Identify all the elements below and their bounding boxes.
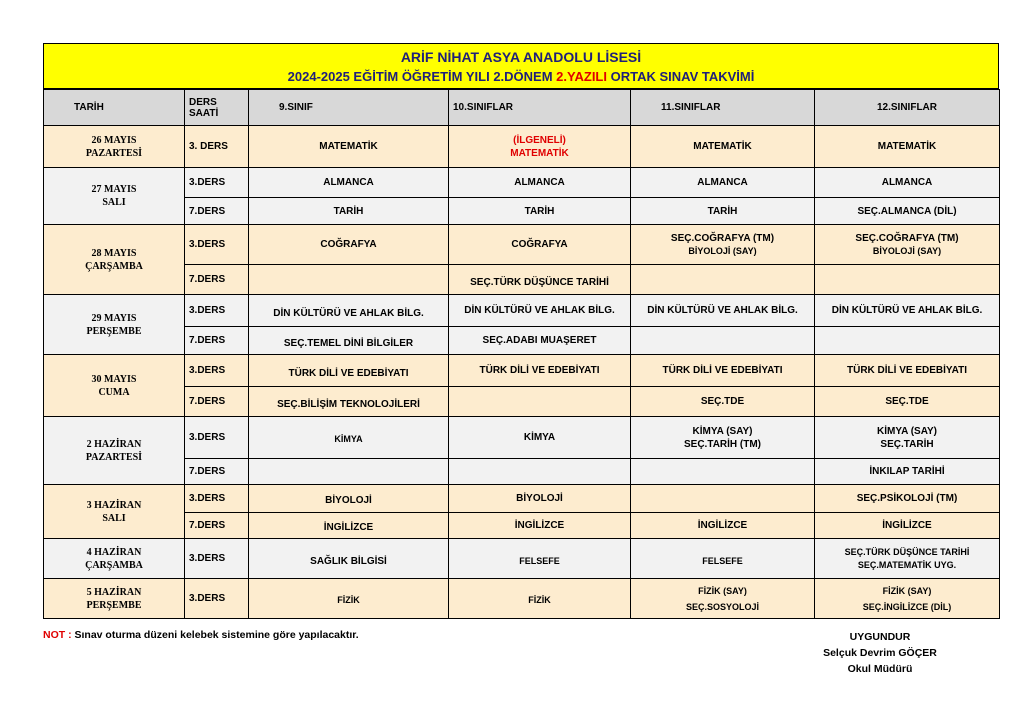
table-row [44, 168, 1000, 198]
class11-cell [631, 417, 815, 459]
class11-cell [631, 265, 815, 295]
class10-cell [449, 387, 631, 417]
class9-cell: FİZİK [249, 579, 449, 619]
slot-cell: 7.DERS [185, 387, 249, 417]
subtitle-highlight: 2.YAZILI [556, 69, 607, 84]
class11-cell [631, 327, 815, 355]
col-header-10: 10.SINIFLAR [449, 90, 631, 126]
signer-name: Selçuk Devrim GÖÇER [823, 647, 937, 659]
exam-line: MATEMATİK [510, 147, 569, 159]
table-row [44, 295, 1000, 327]
class11-cell: ALMANCA [631, 168, 815, 198]
day-line: SALI [102, 197, 126, 208]
day-line: ÇARŞAMBA [85, 260, 143, 272]
class12-cell: TÜRK DİLİ VE EDEBİYATI [815, 355, 1000, 387]
table-row [44, 579, 1000, 619]
footer [43, 629, 999, 689]
class11-cell: TÜRK DİLİ VE EDEBİYATI [631, 355, 815, 387]
slot-cell: 3.DERS [185, 225, 249, 265]
exam-line: SEÇ.TARİH (TM) [683, 438, 762, 450]
class12-cell: SEÇ.PSİKOLOJİ (TM) [815, 485, 1000, 513]
exam-line: BİYOLOJİ (SAY) [872, 245, 942, 256]
table-row [44, 355, 1000, 387]
exam-schedule-sheet [43, 43, 999, 619]
table-row [44, 539, 1000, 579]
class11-cell: TARİH [631, 198, 815, 225]
class10-cell: SEÇ.TÜRK DÜŞÜNCE TARİHİ [449, 265, 631, 295]
class9-cell: ALMANCA [249, 168, 449, 198]
exam-line: KİMYA (SAY) [876, 425, 937, 437]
slot-cell: 3.DERS [185, 485, 249, 513]
table-row [44, 198, 1000, 225]
date-line: 3 HAZİRAN [86, 499, 142, 511]
date-cell [44, 539, 185, 579]
class11-cell: FELSEFE [631, 539, 815, 579]
class9-cell: SEÇ.TEMEL DİNİ BİLGİLER [249, 327, 449, 355]
col-header-11: 11.SINIFLAR [631, 90, 815, 126]
col-header-12: 12.SINIFLAR [815, 90, 1000, 126]
slot-cell: 7.DERS [185, 459, 249, 485]
exam-line: SEÇ.İNGİLİZCE (DİL) [862, 601, 952, 612]
exam-line: SEÇ.TÜRK DÜŞÜNCE TARİHİ [844, 546, 970, 557]
class10-cell: İNGİLİZCE [449, 513, 631, 539]
school-name: ARİF NİHAT ASYA ANADOLU LİSESİ [400, 49, 642, 65]
class9-cell: BİYOLOJİ [249, 485, 449, 513]
table-row [44, 225, 1000, 265]
exam-line: SEÇ.COĞRAFYA (TM) [670, 232, 775, 244]
table-row [44, 387, 1000, 417]
date-line: 29 MAYIS [91, 312, 137, 324]
date-cell [44, 485, 185, 539]
slot-cell: 7.DERS [185, 513, 249, 539]
class12-cell [815, 265, 1000, 295]
col-header-ders-saati [185, 90, 249, 126]
class9-cell: KİMYA [249, 417, 449, 459]
exam-line: FİZİK (SAY) [882, 585, 932, 596]
date-line: 28 MAYIS [91, 247, 137, 259]
table-row [44, 513, 1000, 539]
class12-cell: SEÇ.ALMANCA (DİL) [815, 198, 1000, 225]
class11-cell: DİN KÜLTÜRÜ VE AHLAK BİLG. [631, 295, 815, 327]
class9-cell: İNGİLİZCE [249, 513, 449, 539]
day-line: PAZARTESİ [85, 147, 143, 159]
table-row [44, 459, 1000, 485]
date-cell [44, 417, 185, 485]
slot-cell: 7.DERS [185, 265, 249, 295]
date-line: 26 MAYIS [91, 134, 137, 146]
slot-cell: 3.DERS [185, 168, 249, 198]
class12-cell [815, 579, 1000, 619]
class10-cell: COĞRAFYA [449, 225, 631, 265]
class12-cell: SEÇ.TDE [815, 387, 1000, 417]
col-header-9: 9.SINIF [249, 90, 449, 126]
class9-cell: TARİH [249, 198, 449, 225]
signer-title: Okul Müdürü [847, 663, 913, 675]
class10-cell: SEÇ.ADABI MUAŞERET [449, 327, 631, 355]
class9-cell [249, 459, 449, 485]
exam-line: KİMYA (SAY) [692, 425, 753, 437]
class11-cell [631, 225, 815, 265]
date-line: 27 MAYIS [91, 184, 137, 195]
day-line: ÇARŞAMBA [85, 559, 143, 571]
date-cell [44, 168, 185, 225]
column-header-row [44, 90, 1000, 126]
note-label: NOT : [43, 629, 72, 641]
class12-cell [815, 327, 1000, 355]
class9-cell: SAĞLIK BİLGİSİ [249, 539, 449, 579]
col-header-tarih: TARİH [44, 90, 185, 126]
col-header-saati: SAATİ [189, 107, 219, 119]
schedule-table [43, 89, 1000, 619]
table-row [44, 327, 1000, 355]
exam-line: SEÇ.SOSYOLOJİ [685, 601, 760, 612]
exam-line: SEÇ.MATEMATİK UYG. [857, 559, 957, 570]
class10-cell: FELSEFE [449, 539, 631, 579]
class10-cell: DİN KÜLTÜRÜ VE AHLAK BİLG. [449, 295, 631, 327]
class11-cell [631, 579, 815, 619]
note-text: Sınav oturma düzeni kelebek sistemine göre yapılacaktır. [74, 629, 359, 641]
subtitle-part1: 2024-2025 EĞİTİM ÖĞRETİM YILI 2.DÖNEM [287, 69, 553, 84]
class10-cell: TARİH [449, 198, 631, 225]
class12-cell: İNGİLİZCE [815, 513, 1000, 539]
date-cell [44, 355, 185, 417]
table-row [44, 265, 1000, 295]
day-line: PERŞEMBE [86, 325, 142, 337]
class12-cell [815, 539, 1000, 579]
exam-line: (İLGENELİ) [513, 134, 566, 146]
date-cell [44, 579, 185, 619]
day-line: PERŞEMBE [86, 599, 142, 611]
class11-cell: MATEMATİK [631, 126, 815, 168]
col-header-ders: DERS [189, 96, 217, 108]
slot-cell: 3. DERS [185, 126, 249, 168]
class10-cell: KİMYA [449, 417, 631, 459]
class10-cell: TÜRK DİLİ VE EDEBİYATI [449, 355, 631, 387]
day-line: CUMA [98, 386, 130, 398]
day-line: PAZARTESİ [85, 451, 143, 463]
date-cell [44, 225, 185, 295]
slot-cell: 7.DERS [185, 198, 249, 225]
slot-cell: 3.DERS [185, 355, 249, 387]
class9-cell [249, 265, 449, 295]
approval-text: UYGUNDUR [849, 631, 911, 643]
subtitle-part2: ORTAK SINAV TAKVİMİ [610, 69, 755, 84]
class9-cell: MATEMATİK [249, 126, 449, 168]
exam-line: BİYOLOJİ (SAY) [688, 245, 757, 256]
class9-cell: COĞRAFYA [249, 225, 449, 265]
date-line: 5 HAZİRAN [86, 586, 142, 598]
class9-cell: SEÇ.BİLİŞİM TEKNOLOJİLERİ [249, 387, 449, 417]
schedule-subtitle [44, 67, 998, 87]
slot-cell: 3.DERS [185, 579, 249, 619]
class12-cell: ALMANCA [815, 168, 1000, 198]
exam-line: FİZİK (SAY) [698, 585, 747, 596]
slot-cell: 3.DERS [185, 295, 249, 327]
class10-cell [449, 126, 631, 168]
table-row [44, 126, 1000, 168]
date-line: 30 MAYIS [91, 373, 137, 385]
class9-cell: TÜRK DİLİ VE EDEBİYATI [249, 355, 449, 387]
date-line: 2 HAZİRAN [86, 438, 142, 450]
approval-block [815, 629, 945, 677]
class11-cell: İNGİLİZCE [631, 513, 815, 539]
schedule-header [43, 43, 999, 89]
exam-line: SEÇ.COĞRAFYA (TM) [855, 232, 959, 244]
table-row [44, 417, 1000, 459]
class12-cell [815, 225, 1000, 265]
table-row [44, 485, 1000, 513]
class11-cell [631, 459, 815, 485]
date-line: 4 HAZİRAN [86, 546, 142, 558]
class11-cell [631, 485, 815, 513]
class12-cell: DİN KÜLTÜRÜ VE AHLAK BİLG. [815, 295, 1000, 327]
exam-line: SEÇ.TARİH [880, 438, 934, 450]
date-cell [44, 295, 185, 355]
class12-cell: İNKILAP TARİHİ [815, 459, 1000, 485]
class10-cell: FİZİK [449, 579, 631, 619]
class10-cell: BİYOLOJİ [449, 485, 631, 513]
class10-cell [449, 459, 631, 485]
slot-cell: 7.DERS [185, 327, 249, 355]
class9-cell: DİN KÜLTÜRÜ VE AHLAK BİLG. [249, 295, 449, 327]
class11-cell: SEÇ.TDE [631, 387, 815, 417]
class12-cell [815, 417, 1000, 459]
class12-cell: MATEMATİK [815, 126, 1000, 168]
day-line: SALI [102, 512, 126, 524]
class10-cell: ALMANCA [449, 168, 631, 198]
date-cell [44, 126, 185, 168]
slot-cell: 3.DERS [185, 417, 249, 459]
slot-cell: 3.DERS [185, 539, 249, 579]
seating-note [43, 629, 359, 641]
